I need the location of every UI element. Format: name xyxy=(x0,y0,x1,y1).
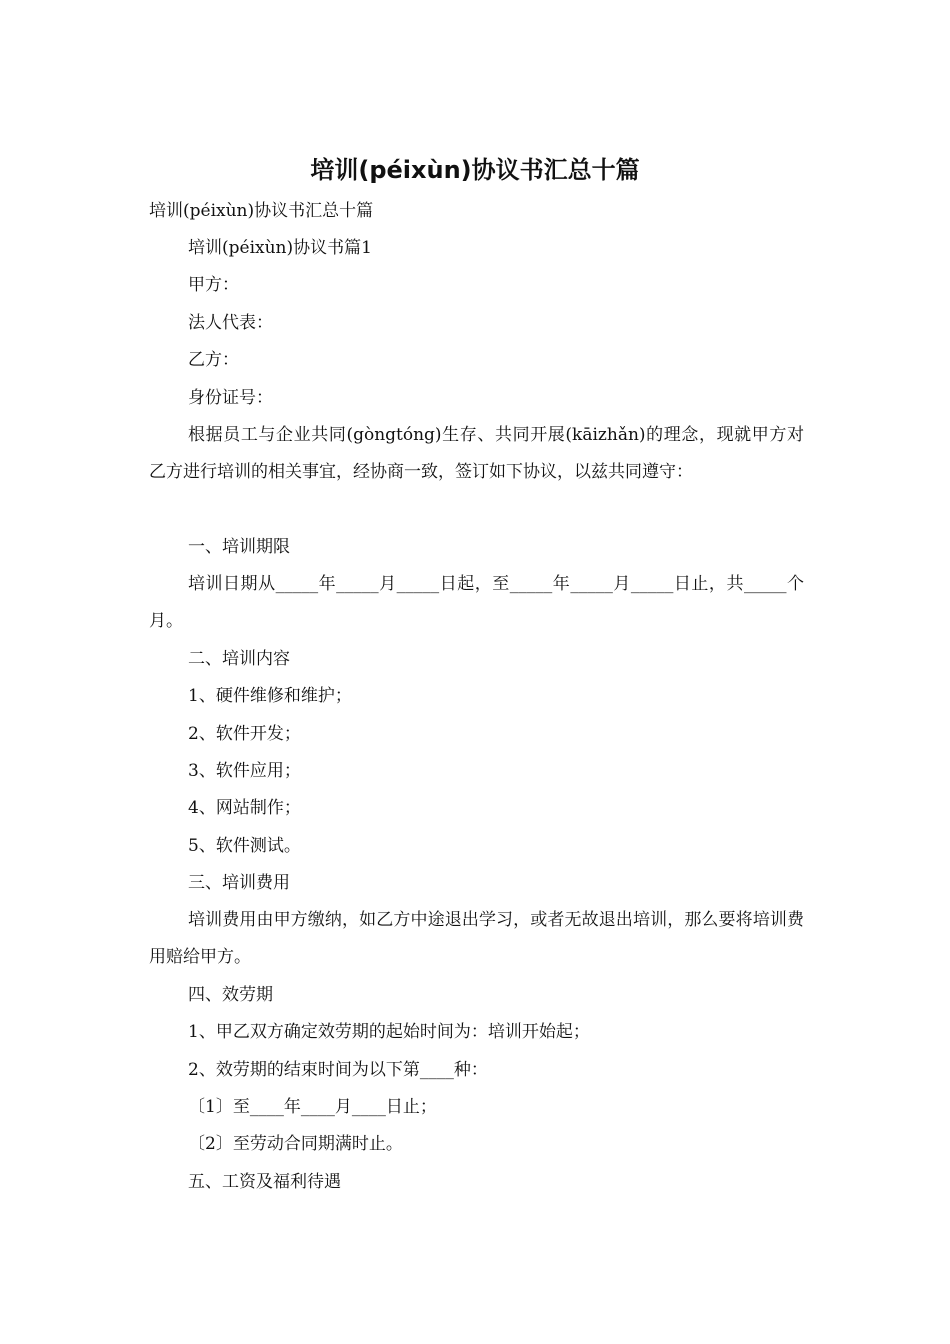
list-item: 3、软件应用； xyxy=(188,761,301,781)
preamble-paragraph: 根据员工与企业共同(gòngtóng)生存、共同开展(kāizhǎn)的理念，现就甲方对乙方进行培训的相关事宜，经协商一致，签订如下协议，以兹共同遵守： xyxy=(149,425,804,482)
id-number-label: 身份证号： xyxy=(188,388,273,408)
list-item: 4、网站制作； xyxy=(188,798,301,818)
training-period-paragraph: 培训日期从_____年_____月_____日起，至_____年_____月_____日止，共_____个月。 xyxy=(149,574,804,631)
list-item: 2、效劳期的结束时间为以下第____种： xyxy=(188,1060,488,1080)
party-a-label: 甲方： xyxy=(188,275,239,295)
section-heading: 培训(péixùn)协议书篇1 xyxy=(188,238,372,258)
list-item: 2、软件开发； xyxy=(188,724,301,744)
list-item: 5、软件测试。 xyxy=(188,836,301,856)
legal-rep-label: 法人代表： xyxy=(188,313,273,333)
list-item: 〔2〕至劳动合同期满时止。 xyxy=(188,1134,403,1154)
list-item: 1、硬件维修和维护； xyxy=(188,686,352,706)
party-b-label: 乙方： xyxy=(188,350,239,370)
list-item: 1、甲乙双方确定效劳期的起始时间为：培训开始起； xyxy=(188,1022,590,1042)
clause-heading: 五、工资及福利待遇 xyxy=(188,1172,341,1192)
training-fee-paragraph: 培训费用由甲方缴纳，如乙方中途退出学习，或者无故退出培训，那么要将培训费用赔给甲方。 xyxy=(149,910,804,967)
document-title: 培训(péixùn)协议书汇总十篇 xyxy=(310,156,640,184)
clause-heading: 一、培训期限 xyxy=(188,537,290,557)
list-item: 〔1〕至____年____月____日止； xyxy=(188,1097,437,1117)
clause-heading: 三、培训费用 xyxy=(188,873,290,893)
clause-heading: 二、培训内容 xyxy=(188,649,290,669)
document-subtitle: 培训(péixùn)协议书汇总十篇 xyxy=(149,201,374,221)
clause-heading: 四、效劳期 xyxy=(188,985,273,1005)
